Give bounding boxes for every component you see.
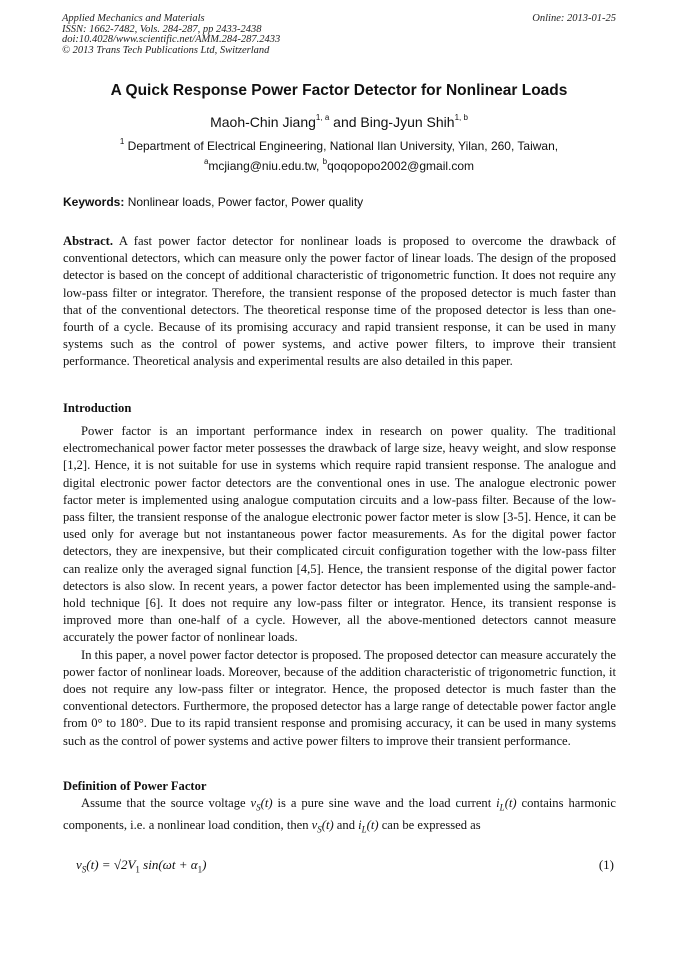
var-vs: v — [250, 796, 257, 810]
def-text-d: and — [333, 817, 359, 832]
eq-lhs: v — [76, 857, 82, 872]
var-il2: i — [358, 817, 362, 832]
introduction-heading: Introduction — [63, 401, 132, 415]
email-line — [62, 159, 616, 173]
doi-line: doi:10.4028/www.scientific.net/AMM.284-287.2433 — [62, 34, 281, 45]
email-a[interactable]: mcjiang@niu.edu.tw, — [208, 159, 323, 173]
var-vs2: v — [311, 817, 318, 832]
page-header — [62, 14, 616, 56]
affiliation-superscript: 1 — [119, 137, 125, 146]
eq-alpha-sub: 1 — [197, 864, 203, 875]
var-t4: (t) — [366, 817, 379, 832]
journal-name: Applied Mechanics and Materials — [62, 13, 205, 24]
var-il: i — [496, 796, 500, 810]
var-t1: (t) — [260, 796, 273, 810]
eq-lhs-arg: (t) = √2 — [86, 857, 128, 872]
abstract-text: A fast power factor detector for nonlinear loads is proposed to overcome the drawback of conventional detectors, which can measure only the power factor of linear loads. The design of the proposed detector is based on the concept of additional characteristic of trigonometric function. It does not require any low-pass filter or integrator. Therefore, the transient response of the proposed detector is much faster than that of the conventional detectors. The theoretical response time of the proposed detector is less than one-fourth of a cycle. Because of its promising accuracy and rapid transient response, it can be used in many systems such as the control of power systems, and active power filters, to improve their transient performance. Theoretical analysis and experimental results are also detailed in this paper. — [63, 234, 616, 369]
var-il-sub: L — [499, 802, 505, 813]
definition-body — [63, 795, 620, 838]
definition-heading: Definition of Power Factor — [63, 779, 207, 793]
eq-v1: V — [127, 857, 136, 872]
eq-lhs-sub: S — [81, 864, 87, 875]
equation-number: (1) — [598, 857, 614, 872]
paper-title: A Quick Response Power Factor Detector for Nonlinear Loads — [110, 82, 568, 99]
def-text-b: is a pure sine wave and the load current — [272, 796, 497, 810]
abstract-label: Abstract. — [63, 234, 114, 248]
definition-paragraph — [63, 795, 620, 838]
eq-v1-sub: 1 — [135, 864, 140, 875]
issn-line: ISSN: 1662-7482, Vols. 284-287, pp 2433-2438 — [62, 23, 262, 35]
def-text-a: Assume that the source voltage — [81, 796, 251, 810]
var-vs2-sub: S — [317, 824, 322, 835]
var-vs-sub: S — [256, 802, 261, 813]
eq-close: ) — [202, 857, 207, 872]
introduction-paragraph-1: Power factor is an important performance index in research on power quality. The traditional electromechanical power factor meter possesses the drawback of large size, heavy weight, and slow response [1,2]. Hence, it is not suitable for use in systems which require rapid transient response. The analogue and digital electronic power factor detectors are the conventional ones in use. The analogue electronic power factor meter is implemented using analogue computation circuits and a low-pass filter. Because of the low-pass filter, the transient response of the analogue electronic power factor meter is slow [3-5]. Hence, it can be used only for average but not instantaneous power factor measurements. As for the digital power factor detectors, they are inexpensive, but their complicated circuit configuration together with the low-pass filter can realize only the averaged signal function [4,5]. Hence, the transient response of the digital power factor detectors is also slow. In recent years, a power factor detector has been implemented using the sample-and-hold technique [6]. It does not require any low-pass filter or integrator. Hence, its transient response is improved more than one-half of a cycle. However, all the above-mentioned detectors cannot measure accurately the power factor of nonlinear loads. — [63, 424, 616, 645]
keywords-text: Nonlinear loads, Power factor, Power quality — [124, 195, 364, 209]
online-date: Online: 2013-01-25 — [532, 13, 616, 24]
email-b-superscript: b — [322, 157, 328, 166]
def-text-c: contains harmonic components, i.e. a nonlinear load condition, then — [63, 796, 620, 832]
var-t3: (t) — [321, 817, 334, 832]
author-2: Bing-Jyun Shih — [360, 114, 455, 130]
author-1: Maoh-Chin Jiang — [210, 114, 316, 130]
author-1-superscript: 1, a — [315, 113, 330, 123]
equation-1 — [76, 857, 206, 875]
keywords-label: Keywords: — [63, 195, 125, 209]
abstract-paragraph — [63, 233, 616, 371]
email-a-superscript: a — [203, 157, 209, 166]
affiliation-line — [62, 139, 616, 153]
email-b[interactable]: qoqopopo2002@gmail.com — [327, 159, 475, 173]
affiliation-text: Department of Electrical Engineering, National Ilan University, Yilan, 260, Taiwan, — [124, 139, 559, 153]
def-text-e: can be expressed as — [378, 817, 481, 832]
author-line — [62, 114, 616, 130]
introduction-paragraph-2: In this paper, a novel power factor detector is proposed. The proposed detector can measure accurately the power factor of nonlinear loads. Moreover, because of the addition characteristic of trigonometric function, it does not require any low-pass filter or integrator. Hence, the proposed detector is much faster than the conventional detectors. Furthermore, the proposed detector has a large range of detectable power factor angle from 0° to 180°. Due to its rapid transient response and promising accuracy, it can be used in many systems such as the control of power systems and active power filters to improve their transient performance. — [63, 647, 616, 748]
var-t2: (t) — [504, 796, 517, 810]
keywords-line — [63, 195, 617, 209]
author-2-superscript: 1, b — [454, 113, 468, 123]
author-conjunction: and — [329, 114, 361, 130]
introduction-body — [63, 423, 616, 750]
copyright-line: © 2013 Trans Tech Publications Ltd, Switzerland — [62, 44, 270, 56]
var-il2-sub: L — [361, 824, 367, 835]
eq-rhs: sin(ωt + α — [139, 857, 198, 872]
